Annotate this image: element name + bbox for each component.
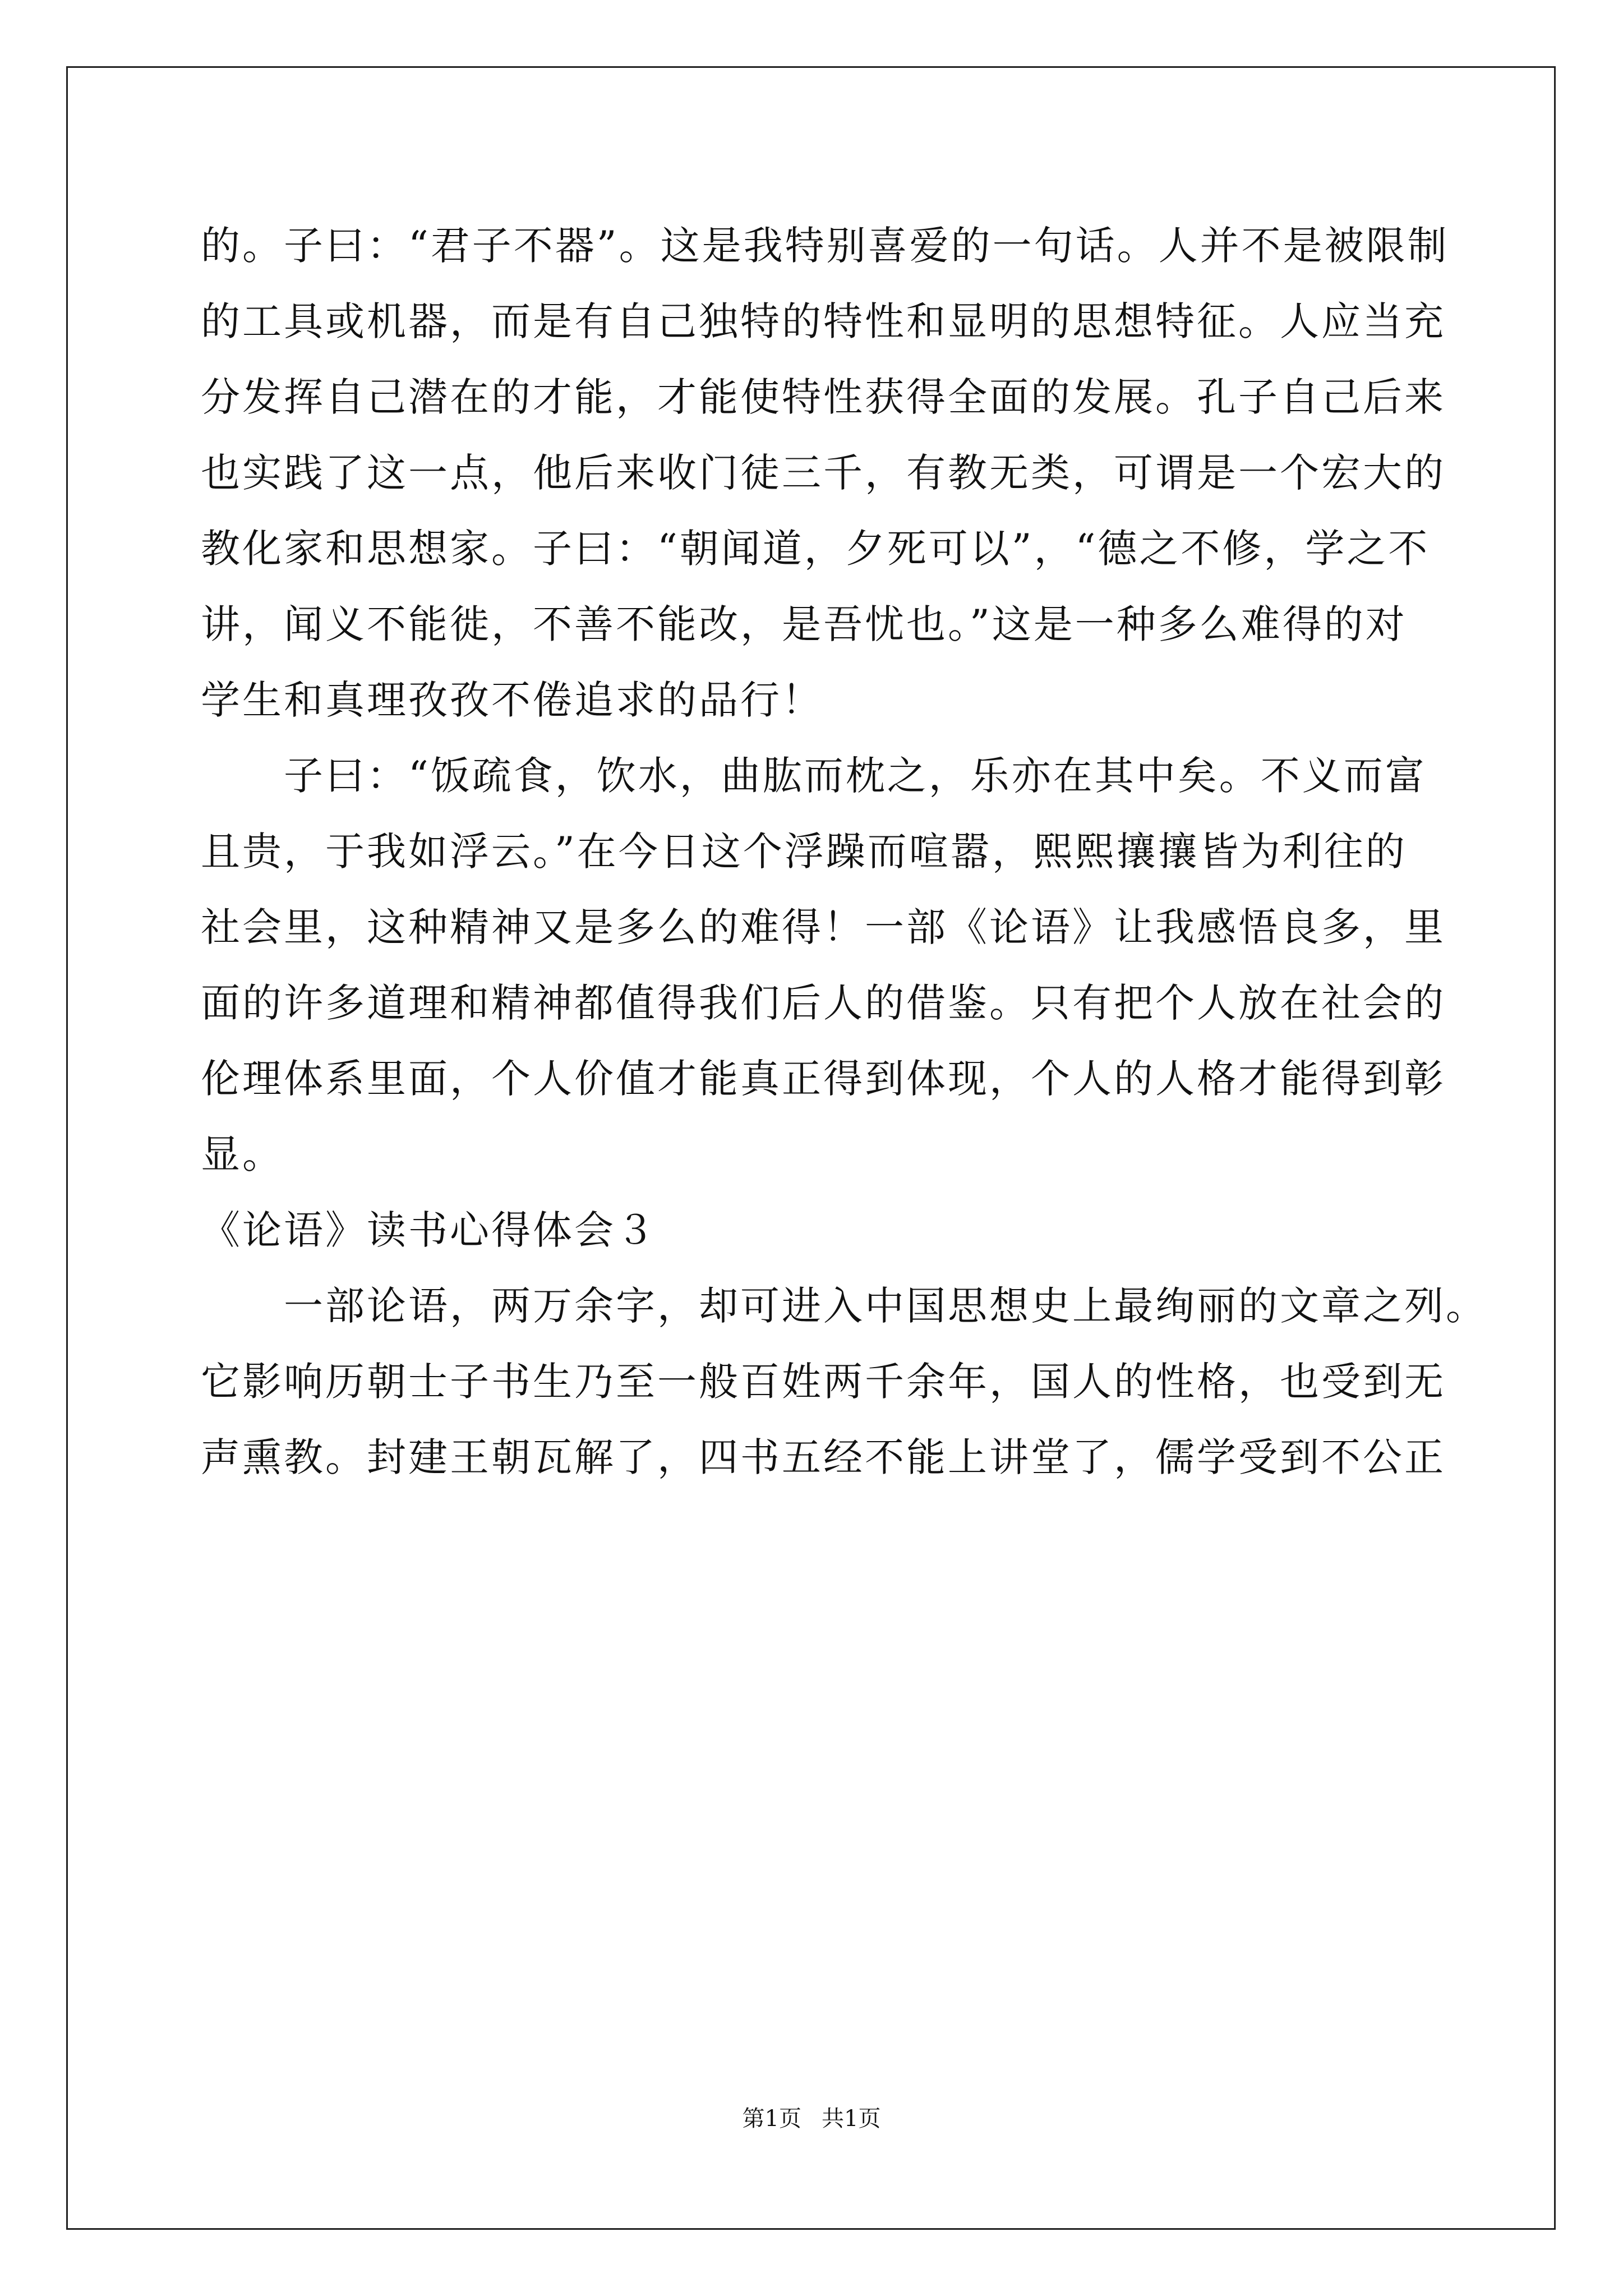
text-line: 学生和真理孜孜不倦追求的品行！ bbox=[201, 677, 823, 723]
text-line: 子曰：“饭疏食，饮水，曲肱而枕之，乐亦在其中矣。不义而富 bbox=[201, 753, 1427, 799]
text-line: 它影响历朝士子书生乃至一般百姓两千余年，国人的性格，也受到无 bbox=[201, 1359, 1446, 1405]
text-line: 声熏教。封建王朝瓦解了，四书五经不能上讲堂了，儒学受到不公正 bbox=[201, 1434, 1446, 1480]
text-line: 且贵，于我如浮云。”在今日这个浮躁而喧嚣，熙熙攘攘皆为利往的 bbox=[201, 829, 1407, 875]
text-line: 的工具或机器，而是有自己独特的特性和显明的思想特征。人应当充 bbox=[201, 298, 1446, 344]
text-line: 一部论语，两万余字，却可进入中国思想史上最绚丽的文章之列。 bbox=[201, 1283, 1487, 1329]
text-line: 面的许多道理和精神都值得我们后人的借鉴。只有把个人放在社会的 bbox=[201, 980, 1446, 1026]
text-line: 也实践了这一点，他后来收门徒三千，有教无类，可谓是一个宏大的 bbox=[201, 450, 1446, 496]
text-line: 显。 bbox=[201, 1131, 284, 1177]
text-line: 社会里，这种精神又是多么的难得！一部《论语》让我感悟良多，里 bbox=[201, 904, 1446, 950]
text-line: 教化家和思想家。子曰：“朝闻道，夕死可以”，“德之不修，学之不 bbox=[201, 526, 1430, 572]
text-line: 的。子曰：“君子不器”。这是我特别喜爱的一句话。人并不是被限制 bbox=[201, 223, 1449, 269]
page-footer bbox=[0, 2105, 1623, 2133]
section-heading: 《论语》读书心得体会３ bbox=[201, 1207, 657, 1253]
page-number: 第1页 bbox=[742, 2106, 801, 2132]
text-line: 伦理体系里面，个人价值才能真正得到体现，个人的人格才能得到彰 bbox=[201, 1056, 1446, 1102]
text-line: 分发挥自己潜在的才能，才能使特性获得全面的发展。孔子自己后来 bbox=[201, 374, 1446, 420]
text-line: 讲，闻义不能徙，不善不能改，是吾忧也。”这是一种多么难得的对 bbox=[201, 601, 1407, 647]
page-total: 共1页 bbox=[822, 2106, 881, 2132]
